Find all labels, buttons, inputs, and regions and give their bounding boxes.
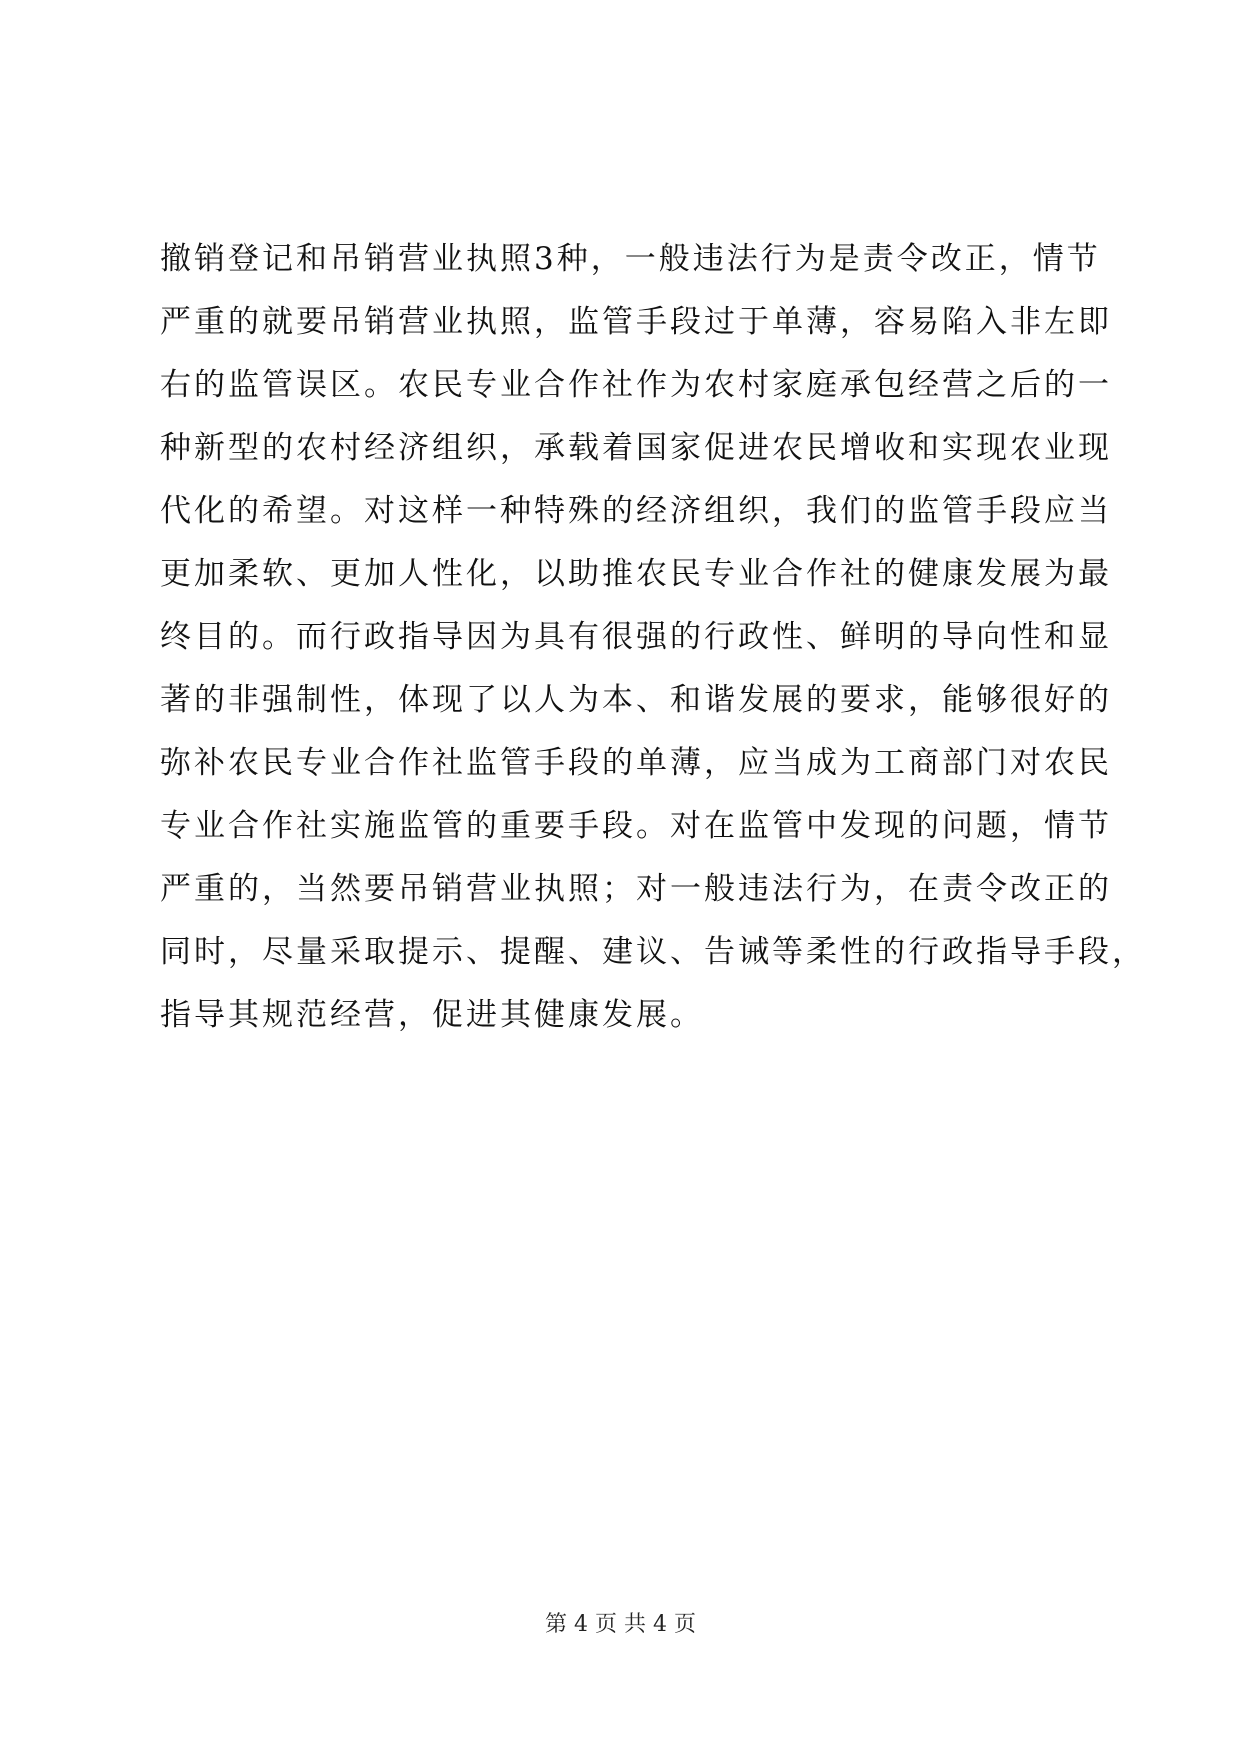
text-line-6: 更加柔软、更加人性化，以助推农民专业合作社的健康发展为最 [160,556,1112,592]
text-line-11: 严重的，当然要吊销营业执照；对一般违法行为，在责令改正的 [160,871,1112,907]
text-line-8: 著的非强制性，体现了以人为本、和谐发展的要求，能够很好的 [160,682,1112,718]
text-line-7: 终目的。而行政指导因为具有很强的行政性、鲜明的导向性和显 [160,619,1112,655]
text-line-2: 严重的就要吊销营业执照，监管手段过于单薄，容易陷入非左即 [160,304,1112,340]
text-line-13: 指导其规范经营，促进其健康发展。 [160,997,704,1033]
text-line-3: 右的监管误区。农民专业合作社作为农村家庭承包经营之后的一 [160,367,1112,403]
text-line-12: 同时，尽量采取提示、提醒、建议、告诫等柔性的行政指导手段， [160,934,1146,970]
text-line-9: 弥补农民专业合作社监管手段的单薄，应当成为工商部门对农民 [160,745,1112,781]
page-footer: 第 4 页 共 4 页 [545,1612,696,1637]
body-paragraph [160,228,1146,1047]
text-line-1: 撤销登记和吊销营业执照3种，一般违法行为是责令改正，情节 [160,241,1101,277]
text-line-4: 种新型的农村经济组织，承载着国家促进农民增收和实现农业现 [160,430,1112,466]
text-line-10: 专业合作社实施监管的重要手段。对在监管中发现的问题，情节 [160,808,1112,844]
text-line-5: 代化的希望。对这样一种特殊的经济组织，我们的监管手段应当 [160,493,1112,529]
